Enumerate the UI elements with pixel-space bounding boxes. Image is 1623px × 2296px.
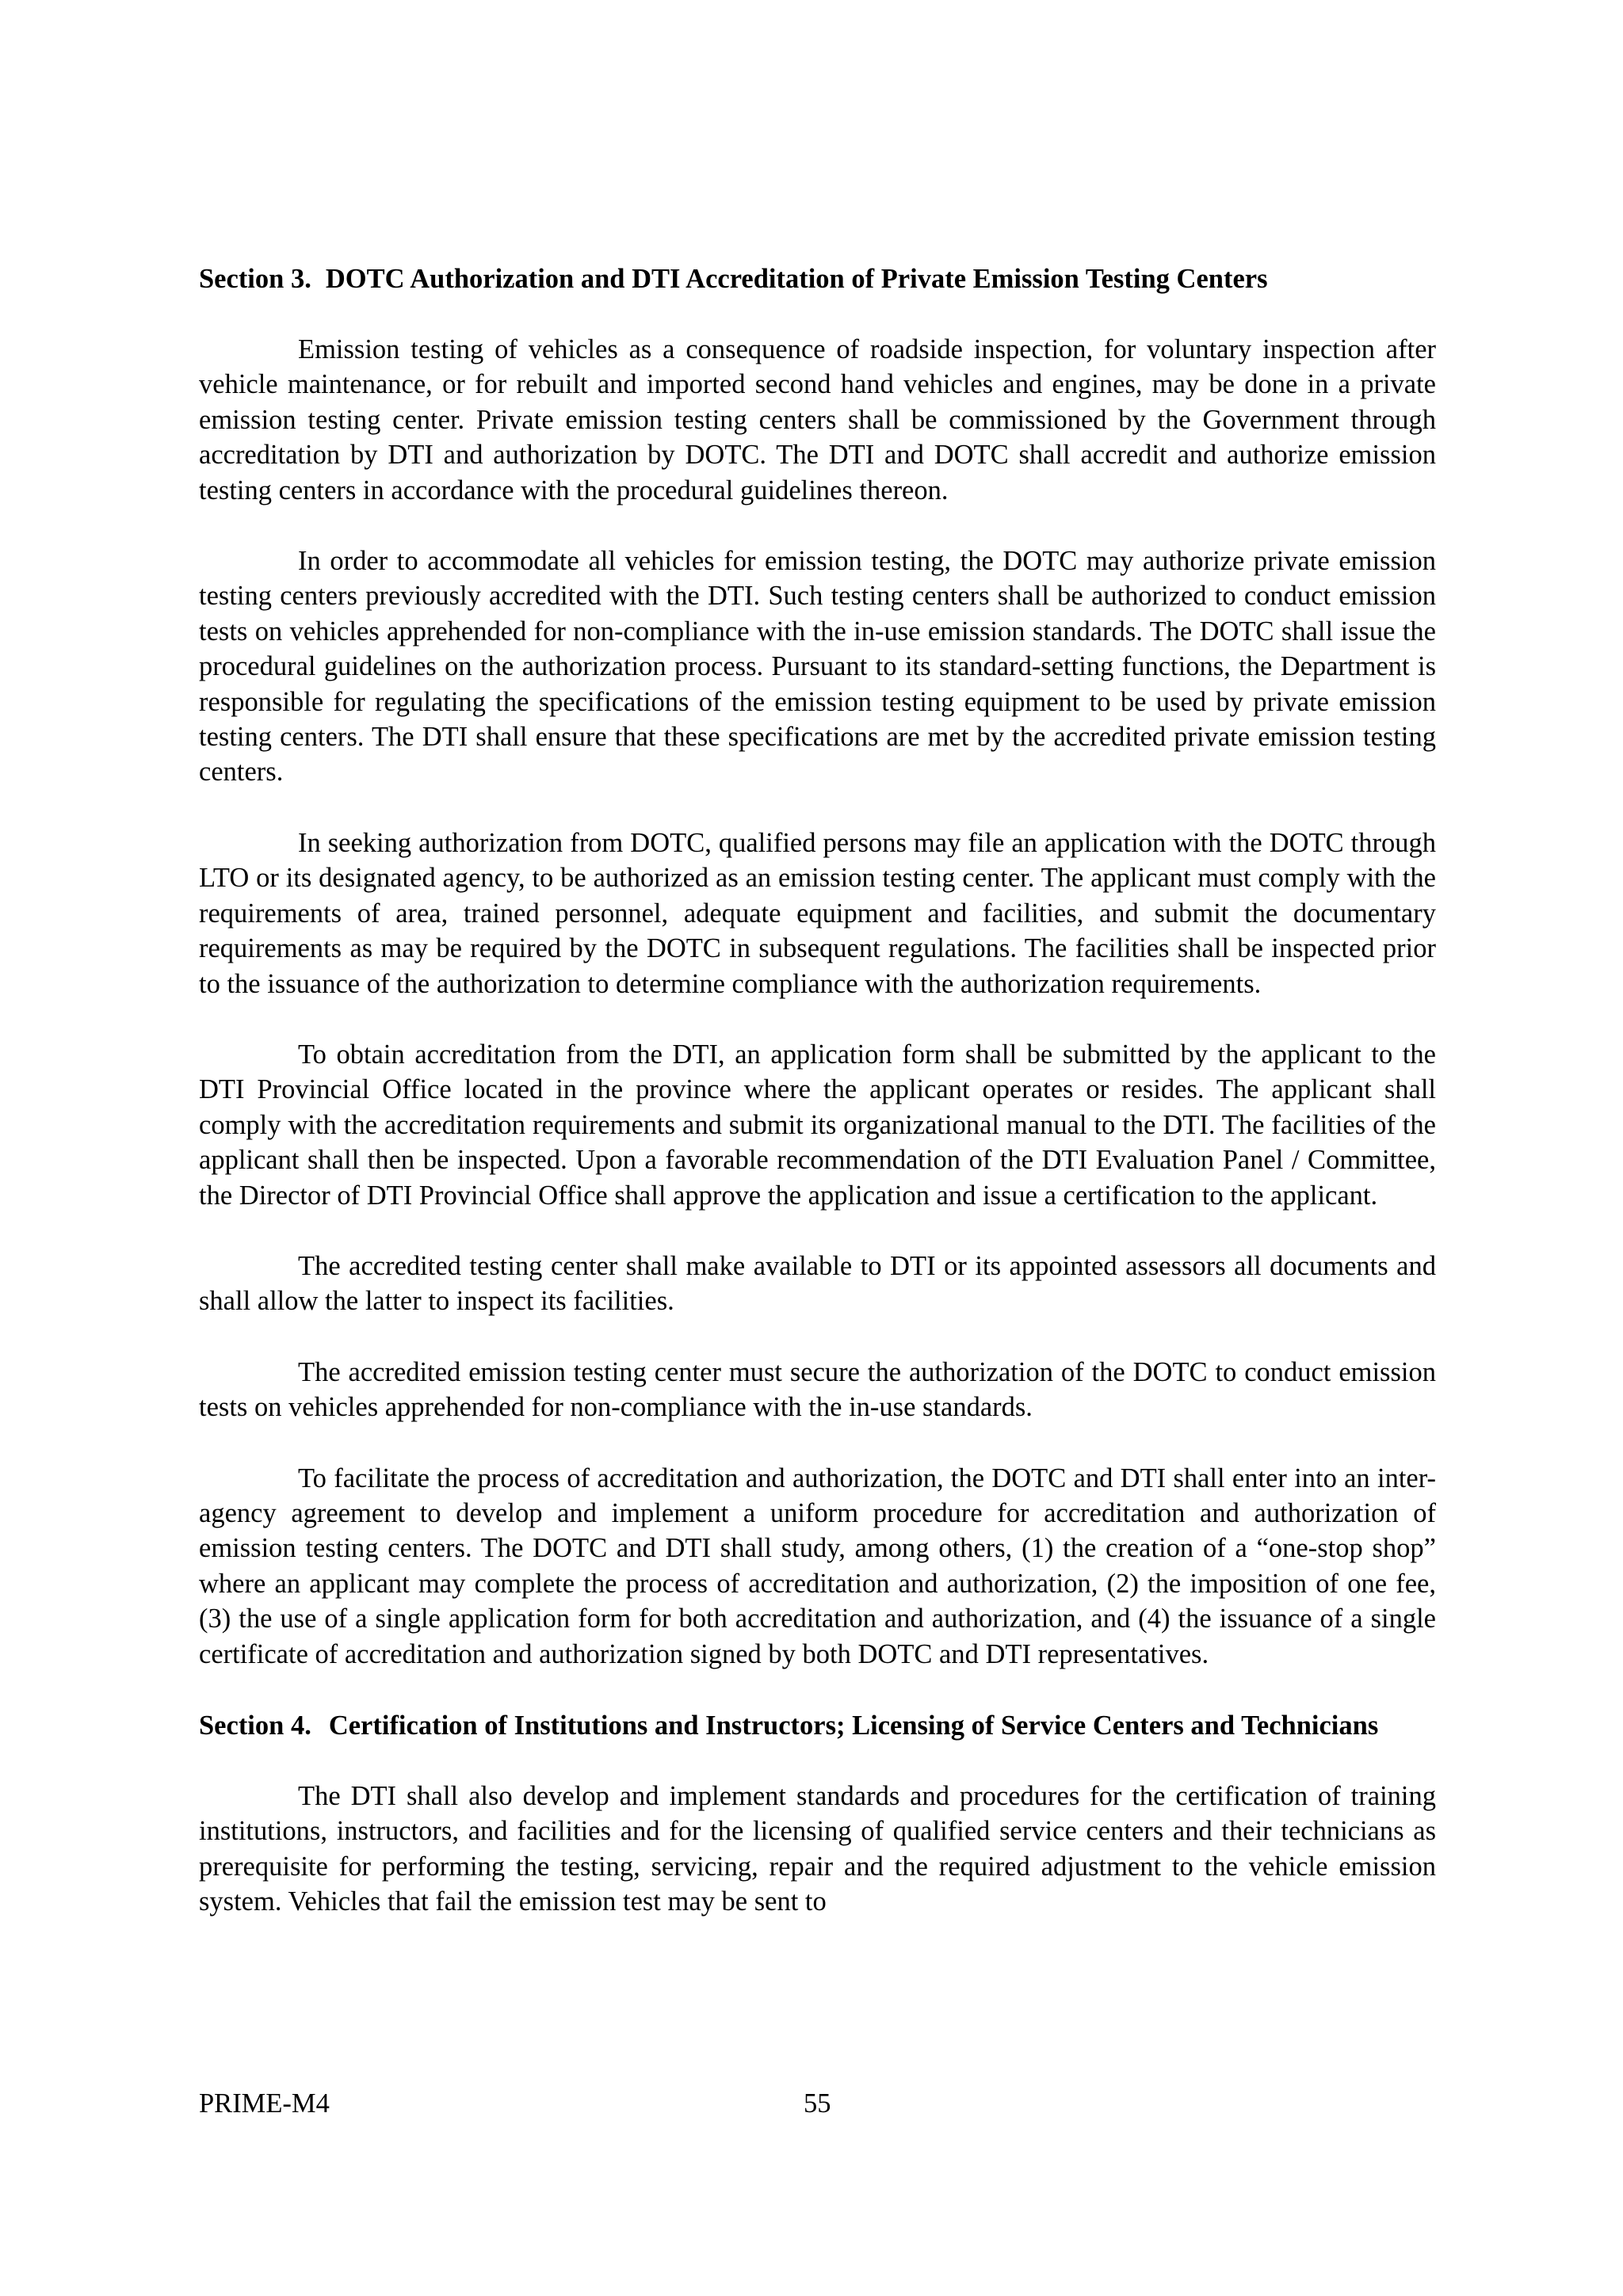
section-3-number: Section 3. — [199, 264, 311, 294]
document-page — [199, 261, 1436, 1920]
section-4-title: Certification of Institutions and Instructors; Licensing of Service Centers and Technicians — [328, 1711, 1379, 1741]
section-3-paragraph-2: In order to accommodate all vehicles for emission testing, the DOTC may authorize private emission testing centers previously accredited with the DTI. Such testing centers shall be authorized to conduct emission tests on vehicles apprehended for non-compliance with the in-use emission standards. The DOTC shall issue the procedural guidelines on the authorization process. Pursuant to its standard-setting functions, the Department is responsible for regulating the specifications of the emission testing equipment to be used by private emission testing centers. The DTI shall ensure that these specifications are met by the accredited private emission testing centers. — [199, 546, 1436, 788]
section-3-heading — [199, 261, 1436, 296]
section-3-paragraph-6: The accredited emission testing center must secure the authorization of the DOTC to conduct emission tests on vehicles apprehended for non-compliance with the in-use standards. — [199, 1356, 1436, 1423]
section-3-title: DOTC Authorization and DTI Accreditation of Private Emission Testing Centers — [325, 264, 1268, 294]
section-3-paragraph-4: To obtain accreditation from the DTI, an application form shall be submitted by the applicant to the DTI Provincial Office located in the province where the applicant operates or resides. The applicant shall comply with the accreditation requirements and submit its organizational manual to the DTI. The facilities of the applicant shall then be inspected. Upon a favorable recommendation of the DTI Evaluation Panel / Committee, the Director of DTI Provincial Office shall approve the application and issue a certification to the applicant. — [199, 1039, 1436, 1211]
section-4-number: Section 4. — [199, 1711, 311, 1741]
section-3-paragraph-1: Emission testing of vehicles as a consequence of roadside inspection, for voluntary inspection after vehicle maintenance, or for rebuilt and imported second hand vehicles and engines, may be done in a private emission testing center. Private emission testing centers shall be commissioned by the Government through accreditation by DTI and authorization by DOTC. The DTI and DOTC shall accredit and authorize emission testing centers in accordance with the procedural guidelines thereon. — [199, 334, 1436, 505]
footer-page-number: 55 — [804, 2088, 831, 2119]
footer-document-code: PRIME-M4 — [199, 2088, 330, 2119]
section-3-paragraph-7: To facilitate the process of accreditation and authorization, the DOTC and DTI shall enter into an inter-agency agreement to develop and implement a uniform procedure for accreditation and authorization of emission testing centers. The DOTC and DTI shall study, among others, (1) the creation of a “one-stop shop” where an applicant may complete the process of accreditation and authorization, (2) the imposition of one fee, (3) the use of a single application form for both accreditation and authorization, and (4) the issuance of a single certificate of accreditation and authorization signed by both DOTC and DTI representatives. — [199, 1463, 1436, 1669]
section-4-heading — [199, 1708, 1436, 1743]
section-3-paragraph-5: The accredited testing center shall make available to DTI or its appointed assessors all documents and shall allow the latter to inspect its facilities. — [199, 1250, 1436, 1317]
section-4-paragraph-1: The DTI shall also develop and implement standards and procedures for the certification of training institutions, instructors, and facilities and for the licensing of qualified service centers and their technicians as prerequisite for performing the testing, servicing, repair and the required adjustment to the vehicle emission system. Vehicles that fail the emission test may be sent to — [199, 1781, 1436, 1917]
section-3-paragraph-3: In seeking authorization from DOTC, qualified persons may file an application with the DOTC through LTO or its designated agency, to be authorized as an emission testing center. The applicant must comply with the requirements of area, trained personnel, adequate equipment and facilities, and submit the documentary requirements as may be required by the DOTC in subsequent regulations. The facilities shall be inspected prior to the issuance of the authorization to determine compliance with the authorization requirements. — [199, 827, 1436, 999]
